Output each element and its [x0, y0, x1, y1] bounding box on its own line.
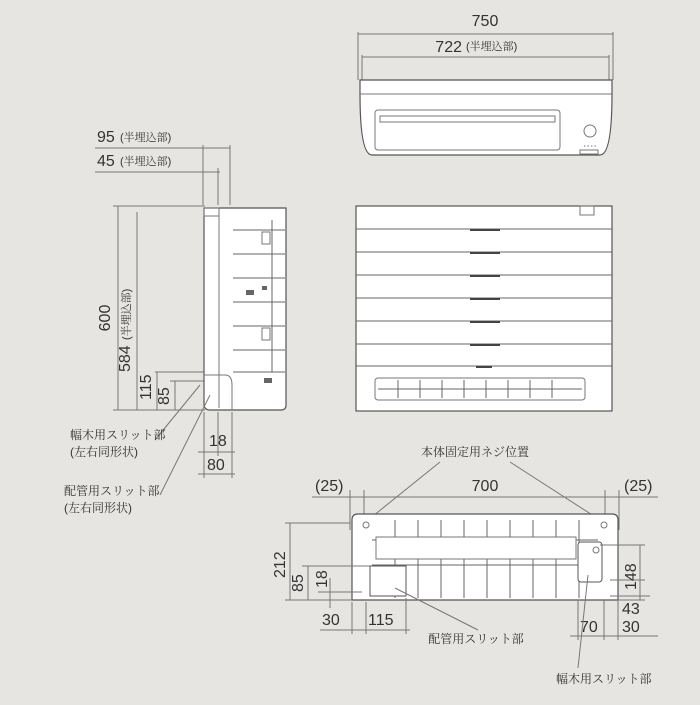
dim-18-rear-label: 18	[314, 570, 331, 588]
dim-600-label: 600	[97, 304, 114, 332]
piping-slit-label: 配管用スリット部	[64, 484, 160, 498]
dim-25-right-label: (25)	[624, 478, 653, 495]
dim-212-label: 212	[272, 551, 289, 578]
dim-45-label: 45	[97, 153, 115, 170]
dim-148-label: 148	[623, 563, 640, 590]
baseboard-slit-label: 幅木用スリット部	[70, 428, 166, 442]
dim-25-left-label: (25)	[315, 478, 344, 495]
dim-722-note: (半埋込部)	[466, 41, 518, 53]
unit-top-outline	[360, 80, 612, 155]
dim-115-rear-label: 115	[368, 612, 394, 629]
dim-750-label: 750	[471, 13, 499, 30]
dim-115-label: 115	[138, 374, 155, 400]
dim-18-label: 18	[209, 433, 227, 450]
dim-584-label: 584	[117, 345, 134, 372]
rear-panel-bar	[376, 537, 576, 559]
unit-side-outline	[204, 208, 286, 410]
rear-piping-slit-label: 配管用スリット部	[428, 632, 524, 646]
dim-30-right-label: 30	[622, 619, 640, 636]
dim-43-label: 43	[622, 601, 640, 618]
side-view	[64, 129, 286, 515]
side-label-mark	[262, 286, 267, 290]
dim-85-label: 85	[156, 387, 173, 405]
dim-584-note: (半埋込部)	[121, 288, 133, 340]
screw-position-label: 本体固定用ネジ位置	[420, 445, 530, 459]
dim-85-rear-label: 85	[290, 574, 307, 592]
dim-95-label: 95	[97, 129, 115, 146]
leader-screw	[368, 462, 440, 520]
rear-piping-slit	[370, 566, 406, 596]
top-view	[358, 13, 613, 155]
dim-45-note: (半埋込部)	[120, 156, 172, 168]
dim-30-left-label: 30	[322, 612, 340, 629]
dim-80-label: 80	[207, 457, 225, 474]
dim-700-label: 700	[471, 478, 499, 495]
side-label-mark	[246, 290, 254, 295]
front-view	[356, 206, 612, 411]
baseboard-slit-note: (左右同形状)	[70, 445, 138, 459]
side-label-mark	[264, 378, 272, 383]
piping-slit-note: (左右同形状)	[64, 501, 132, 515]
unit-front-outline	[356, 206, 612, 411]
dim-722-label: 722	[435, 39, 462, 56]
dim-70-label: 70	[580, 619, 598, 636]
dim-95-note: (半埋込部)	[120, 132, 172, 144]
leader-screw	[510, 462, 600, 520]
rear-view	[272, 444, 658, 686]
rear-baseboard-slit-label: 幅木用スリット部	[556, 672, 652, 686]
